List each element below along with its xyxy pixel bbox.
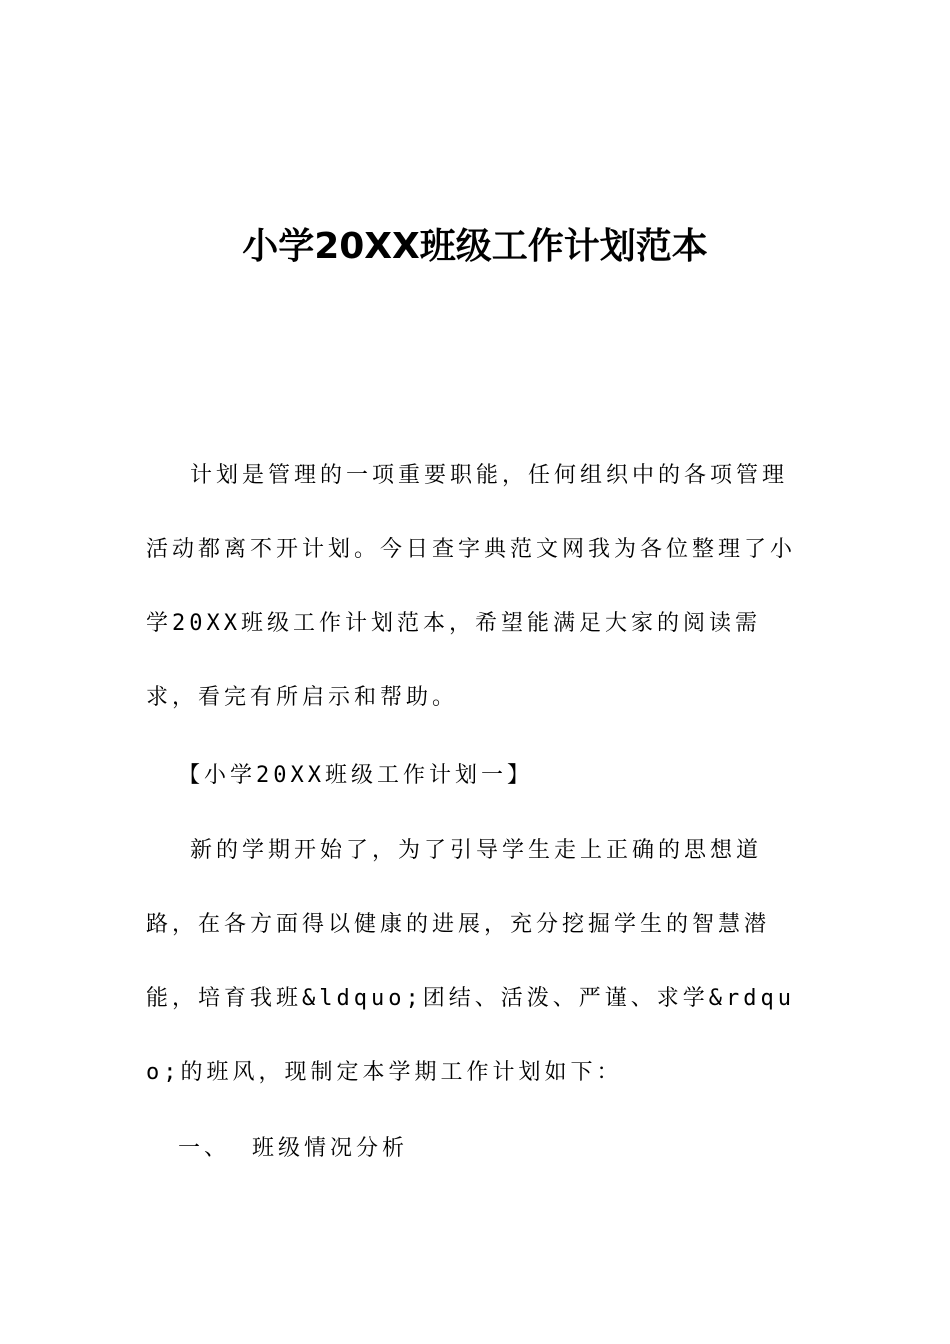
paragraph-2: 新的学期开始了，为了引导学生走上正确的思想道路，在各方面得以健康的进展，充分挖掘学生的智慧潜能，培育我班&ldquo;团结、活泼、严谨、求学&rdquo;的班风，现制定本学期工作计划如下： bbox=[146, 838, 795, 1085]
intro-paragraph: 计划是管理的一项重要职能，任何组织中的各项管理活动都离不开计划。今日查字典范文网我为各位整理了小学20XX班级工作计划范本，希望能满足大家的阅读需求，看完有所启示和帮助。 bbox=[146, 463, 797, 710]
heading-1-block bbox=[146, 1112, 806, 1186]
document-title: 小学20XX班级工作计划范本 bbox=[242, 226, 708, 267]
heading-1 bbox=[146, 1112, 806, 1186]
section-header-block bbox=[146, 739, 806, 813]
heading-1-text: 班级情况分析 bbox=[252, 1136, 409, 1161]
paragraph-2-block bbox=[146, 814, 806, 1110]
section-header: 【小学20XX班级工作计划一】 bbox=[178, 763, 533, 788]
intro-paragraph-block bbox=[146, 439, 806, 735]
heading-1-number: 一、 bbox=[178, 1136, 231, 1161]
